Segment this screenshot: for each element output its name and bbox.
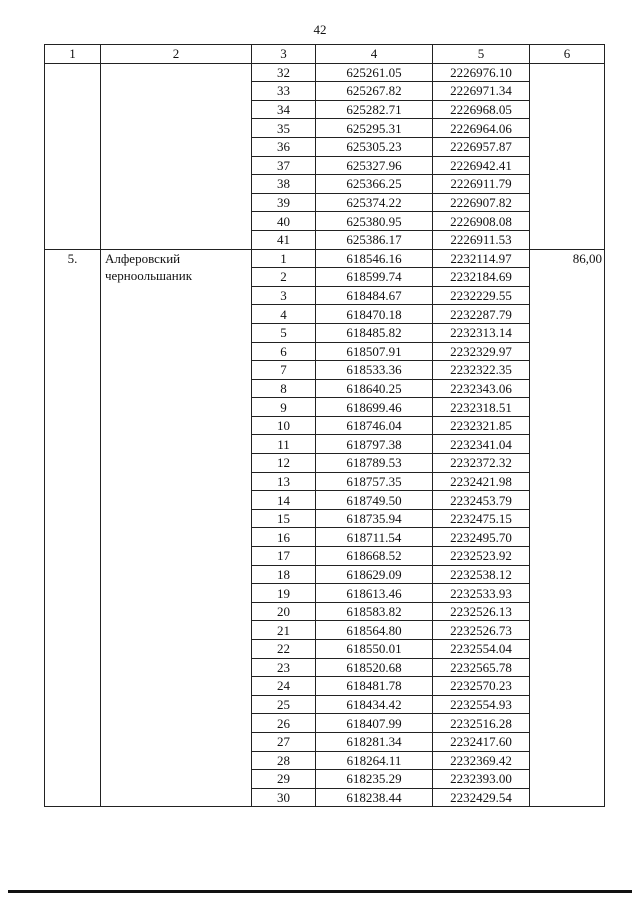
point-number: 35	[252, 119, 316, 138]
coordinate-y: 2226976.10	[433, 63, 530, 82]
coordinate-x: 618583.82	[316, 602, 433, 621]
point-number: 12	[252, 454, 316, 473]
coordinate-y: 2232369.42	[433, 751, 530, 770]
point-number: 6	[252, 342, 316, 361]
coordinate-x: 618746.04	[316, 416, 433, 435]
header-cell: 3	[252, 45, 316, 64]
point-number: 24	[252, 677, 316, 696]
point-number: 36	[252, 137, 316, 156]
coordinate-x: 618520.68	[316, 658, 433, 677]
table-row	[45, 63, 605, 82]
coordinate-x: 618407.99	[316, 714, 433, 733]
point-number: 37	[252, 156, 316, 175]
point-number: 26	[252, 714, 316, 733]
coordinate-y: 2232229.55	[433, 286, 530, 305]
section-name-line: черноольшаник	[105, 267, 193, 283]
point-number: 32	[252, 63, 316, 82]
point-number: 1	[252, 249, 316, 268]
point-number: 16	[252, 528, 316, 547]
coordinate-y: 2232343.06	[433, 379, 530, 398]
coordinate-x: 618434.42	[316, 695, 433, 714]
coordinate-x: 625261.05	[316, 63, 433, 82]
coordinate-x: 618599.74	[316, 268, 433, 287]
coordinate-x: 625374.22	[316, 193, 433, 212]
coordinate-y: 2232341.04	[433, 435, 530, 454]
point-number: 4	[252, 305, 316, 324]
coordinate-x: 618484.67	[316, 286, 433, 305]
section-index: 5.	[45, 249, 101, 807]
coordinate-y: 2232526.13	[433, 602, 530, 621]
point-number: 18	[252, 565, 316, 584]
coordinate-x: 618797.38	[316, 435, 433, 454]
coordinate-y: 2232318.51	[433, 398, 530, 417]
header-cell: 5	[433, 45, 530, 64]
coordinate-y: 2232570.23	[433, 677, 530, 696]
point-number: 30	[252, 788, 316, 807]
coordinate-x: 618735.94	[316, 509, 433, 528]
point-number: 14	[252, 491, 316, 510]
section-name	[101, 63, 252, 249]
coordinate-y: 2232287.79	[433, 305, 530, 324]
point-number: 11	[252, 435, 316, 454]
point-number: 23	[252, 658, 316, 677]
coordinate-y: 2232453.79	[433, 491, 530, 510]
coordinate-x: 618238.44	[316, 788, 433, 807]
point-number: 2	[252, 268, 316, 287]
coordinate-y: 2232495.70	[433, 528, 530, 547]
coordinate-x: 618613.46	[316, 584, 433, 603]
coordinate-x: 625327.96	[316, 156, 433, 175]
coordinate-x: 625380.95	[316, 212, 433, 231]
point-number: 22	[252, 640, 316, 659]
point-number: 17	[252, 547, 316, 566]
header-row	[45, 45, 605, 64]
header-cell: 2	[101, 45, 252, 64]
coordinate-x: 618564.80	[316, 621, 433, 640]
section-name-line: Алферовский	[105, 250, 181, 266]
coordinate-x: 618485.82	[316, 323, 433, 342]
coordinate-y: 2232554.04	[433, 640, 530, 659]
point-number: 29	[252, 770, 316, 789]
point-number: 5	[252, 323, 316, 342]
coordinate-x: 618749.50	[316, 491, 433, 510]
section-index	[45, 63, 101, 249]
page-number: 42	[313, 22, 327, 37]
point-number: 38	[252, 175, 316, 194]
point-number: 25	[252, 695, 316, 714]
coordinate-x: 618235.29	[316, 770, 433, 789]
coordinate-y: 2232321.85	[433, 416, 530, 435]
point-number: 13	[252, 472, 316, 491]
point-number: 20	[252, 602, 316, 621]
coordinate-x: 618640.25	[316, 379, 433, 398]
coordinate-x: 618533.36	[316, 361, 433, 380]
coordinate-y: 2226911.79	[433, 175, 530, 194]
point-number: 19	[252, 584, 316, 603]
coordinate-x: 618264.11	[316, 751, 433, 770]
coordinate-x: 625386.17	[316, 230, 433, 249]
coordinate-x: 625366.25	[316, 175, 433, 194]
coordinate-x: 618629.09	[316, 565, 433, 584]
coordinate-x: 618470.18	[316, 305, 433, 324]
point-number: 21	[252, 621, 316, 640]
coordinate-x: 618546.16	[316, 249, 433, 268]
point-number: 3	[252, 286, 316, 305]
point-number: 34	[252, 100, 316, 119]
coordinate-y: 2226964.06	[433, 119, 530, 138]
coordinate-y: 2232533.93	[433, 584, 530, 603]
coordinate-y: 2226942.41	[433, 156, 530, 175]
coordinate-x: 618281.34	[316, 732, 433, 751]
coordinate-x: 618699.46	[316, 398, 433, 417]
coordinate-x: 625295.31	[316, 119, 433, 138]
coordinate-y: 2232421.98	[433, 472, 530, 491]
point-number: 7	[252, 361, 316, 380]
point-number: 33	[252, 82, 316, 101]
point-number: 15	[252, 509, 316, 528]
coordinate-y: 2232538.12	[433, 565, 530, 584]
coordinate-x: 625305.23	[316, 137, 433, 156]
section-area: 86,00	[530, 249, 605, 807]
coordinate-y: 2232114.97	[433, 249, 530, 268]
coordinate-y: 2226911.53	[433, 230, 530, 249]
coordinate-y: 2232475.15	[433, 509, 530, 528]
coordinate-x: 625267.82	[316, 82, 433, 101]
point-number: 41	[252, 230, 316, 249]
bottom-rule	[8, 890, 632, 893]
coordinate-y: 2226908.08	[433, 212, 530, 231]
point-number: 10	[252, 416, 316, 435]
point-number: 8	[252, 379, 316, 398]
table-row	[45, 249, 605, 268]
point-number: 28	[252, 751, 316, 770]
coordinate-x: 618789.53	[316, 454, 433, 473]
header-cell: 4	[316, 45, 433, 64]
coordinate-x: 618507.91	[316, 342, 433, 361]
coordinate-x: 618481.78	[316, 677, 433, 696]
coordinate-y: 2232565.78	[433, 658, 530, 677]
coordinate-x: 625282.71	[316, 100, 433, 119]
coordinate-y: 2232372.32	[433, 454, 530, 473]
point-number: 39	[252, 193, 316, 212]
coordinate-y: 2232516.28	[433, 714, 530, 733]
coordinate-y: 2226968.05	[433, 100, 530, 119]
coordinate-y: 2226957.87	[433, 137, 530, 156]
coordinate-y: 2232184.69	[433, 268, 530, 287]
coordinate-y: 2232322.35	[433, 361, 530, 380]
coordinate-y: 2232429.54	[433, 788, 530, 807]
coordinate-y: 2232329.97	[433, 342, 530, 361]
coordinates-table	[44, 44, 605, 807]
header-cell: 1	[45, 45, 101, 64]
table-body	[45, 63, 605, 807]
coordinate-y: 2226971.34	[433, 82, 530, 101]
coordinate-x: 618668.52	[316, 547, 433, 566]
coordinate-y: 2232554.93	[433, 695, 530, 714]
coordinate-x: 618550.01	[316, 640, 433, 659]
section-name	[101, 249, 252, 807]
coordinate-y: 2232523.92	[433, 547, 530, 566]
header-cell: 6	[530, 45, 605, 64]
coordinate-x: 618711.54	[316, 528, 433, 547]
point-number: 9	[252, 398, 316, 417]
coordinate-y: 2232526.73	[433, 621, 530, 640]
coordinate-y: 2232393.00	[433, 770, 530, 789]
coordinate-x: 618757.35	[316, 472, 433, 491]
section-area	[530, 63, 605, 249]
coordinate-y: 2232417.60	[433, 732, 530, 751]
coordinate-y: 2232313.14	[433, 323, 530, 342]
point-number: 27	[252, 732, 316, 751]
coordinate-y: 2226907.82	[433, 193, 530, 212]
point-number: 40	[252, 212, 316, 231]
